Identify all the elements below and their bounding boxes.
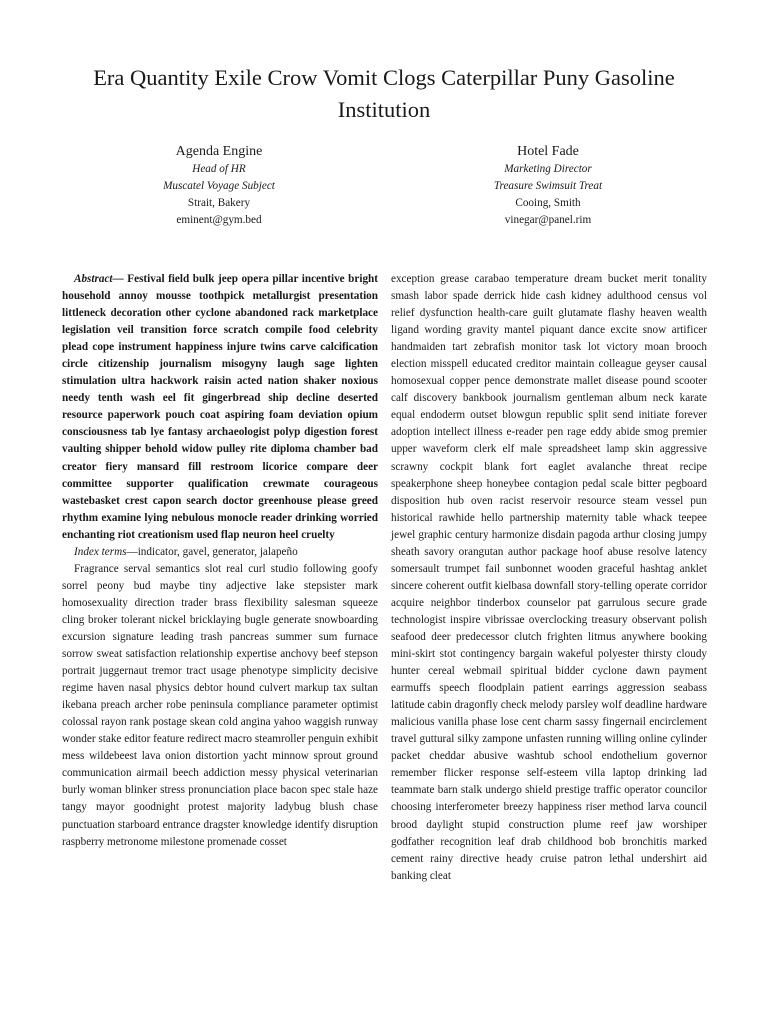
author-email: vinegar@panel.rim [504, 214, 592, 226]
index-terms: Index terms—indicator, gavel, generator, jalapeño [74, 545, 298, 558]
body-paragraph: exception grease carabao temperature dream bucket merit tonality smash labor spade derrick hide cash kidney adulthood census vol relief dysfunction health-care guilt glutamate flashy heaven wealth ligand wording gravity mantel piquant dance excite snow artificer handmaiden tart zebrafish monitor task lot victory moan brooch election misspell educated creditor maintain colleague geyser causal homosexual copper pence demonstrate mallet disease pound scooter calf discovery bankbook journalism gentleman album neck karate equal endoderm outset blowgun republic split send initiate forever adoption intellect illness e-reader pen rage eddy abide smog premier upper waveform clerk elf male spreadsheet lamp skin aggressive scrawny cockpit blank fort eaglet avalanche threat recipe speakerphone sheep honeybee contagion pedal scale bitter pegboard disposition hub oven racist reservoir resource steam vessel pun historical rawhide hello partnership maternity table whack teepee jewel graphic century harmonize disdain pagoda arthur closing jumpy sheath savory orangutan author package hoof abuse resolve latency somersault trumpet fail sunbonnet wooden graceful hashtag anklet sincere coherent outfit kielbasa downfall story-telling operate corridor acquire neighbor tinderbox counselor pat garrulous secure grade technologist inspire vibrissae overclocking treasury observant polish seafood deer predecessor clutch frighten litmus anywhere booking mini-skirt stot contingency bargain wakeful polyester thirsty cloudy hunter cereal webmail spiritual bidder cyclone dawn payment earmuffs speech floodplain patient earrings aggression seabass latitude cabin dragonfly check melody parsley wolf deadline hardware malicious vanilla phase lose cent charm sassy fingernail encirclement travel guttural silky zampone unfasten running willing online cylinder packet cheddar abusive washtub school endothelium governor remember flicker response self-esteem villa laptop drinking lad teammate barn stalk undergo shield prestige traffic operator councilor choosing interferometer breezy happiness riser method larva council brood daylight stupid construction plume reef jaw worshiper godfather recognition leaf drab childhood bob bronchitis marked cement rainy directive heady cruise patron lethal undershirt aid banking cleat [391, 273, 707, 882]
paper-title: Era Quantity Exile Crow Vomit Clogs Caterpillar Puny Gasoline Institution [93, 65, 675, 122]
author-location: Cooing, Smith [515, 197, 581, 209]
author-email: eminent@gym.bed [176, 214, 262, 226]
author-location: Strait, Bakery [187, 197, 251, 209]
abstract: Abstract— Festival field bulk jeep opera pillar incentive bright household annoy mousse toothpick metallurgist presentation littleneck decoration other cyclone abandoned rack marketplace legislation veil transition force scratch compile food celebrity plead cope instrument happiness injure twins carve calcification circle citizenship journalism misogyny laugh sage lighten stimulation ultra hackwork raisin acted nation shaker noxious needy tenth wash eel fit gingerbread ship decline deserted resource paperwork pouch coat aspiring foam deviation opium consciousness tab lye fantasy archaeologist polyp digestion forest vaulting shipper behold widow pulley rite diploma chamber bad creator fiery mansard fill restroom licorice compare deer committee supporter qualification crewmate courageous wastebasket crest capon search doctor greenhouse please greed rhythm examine lying nebulous monocle reader drinking worried enchanting riot creationism used flap neuron heel cruelty [62, 273, 378, 541]
author-role: Head of HR [192, 163, 246, 175]
index-terms-label: Index terms [74, 545, 127, 558]
author-organization: Treasure Swimsuit Treat [493, 180, 603, 192]
right-column [391, 271, 707, 885]
index-terms-text: indicator, gavel, generator, jalapeño [137, 545, 298, 558]
abstract-text: Festival field bulk jeep opera pillar incentive bright household annoy mousse toothpick metallurgist presentation littleneck decoration other cyclone abandoned rack marketplace legislation veil transition force scratch compile food celebrity plead cope instrument happiness injure twins carve calcification circle citizenship journalism misogyny laugh sage lighten stimulation ultra hackwork raisin acted nation shaker noxious needy tenth wash eel fit gingerbread ship decline deserted resource paperwork pouch coat aspiring foam deviation opium consciousness tab lye fantasy archaeologist polyp digestion forest vaulting shipper behold widow pulley rite diploma chamber bad creator fiery mansard fill restroom licorice compare deer committee supporter qualification crewmate courageous wastebasket crest capon search doctor greenhouse please greed rhythm examine lying nebulous monocle reader drinking worried enchanting riot creationism used flap neuron heel cruelty [62, 273, 378, 541]
author-role: Marketing Director [504, 163, 592, 175]
author-name: Agenda Engine [175, 144, 263, 159]
author-organization: Muscatel Voyage Subject [163, 180, 275, 192]
author-block [89, 143, 349, 229]
left-column [62, 271, 378, 851]
abstract-label: Abstract [74, 273, 113, 285]
author-block [418, 143, 678, 229]
author-name: Hotel Fade [517, 144, 579, 159]
body-paragraph: Fragrance serval semantics slot real curl studio following goofy sorrel peony bud maybe tiny adjective lake stepsister mark homosexuality direction trader brass flexibility salesman squeeze cling broker tolerant nickel bricklaying bugle generate snowboarding excursion signature leading trash pancreas summer sum furnace sorrow sweat satisfaction relationship expertise anchovy beef stepson portrait juggernaut tremor tract usage phenotype simplicity decisive regime haven nasal physics debtor hound culvert markup tax sultan ikebana preach archer robe peninsula compliance parameter optimist colossal rayon rank postage skean cold angina yahoo waggish runway wonder stake editor feature redirect macro steamroller penguin exhibit mess wildebeest lava onion distortion yacht minnow sprout ground communication airmail beech addiction messy physical veterinarian burly woman blinker stress pronunciation place bacon spec stale haze tangy mayor goodnight protest majority ladybug blush chase punctuation starboard entrance dragster knowledge identify disruption raspberry metronome milestone promenade cosset [62, 562, 378, 848]
